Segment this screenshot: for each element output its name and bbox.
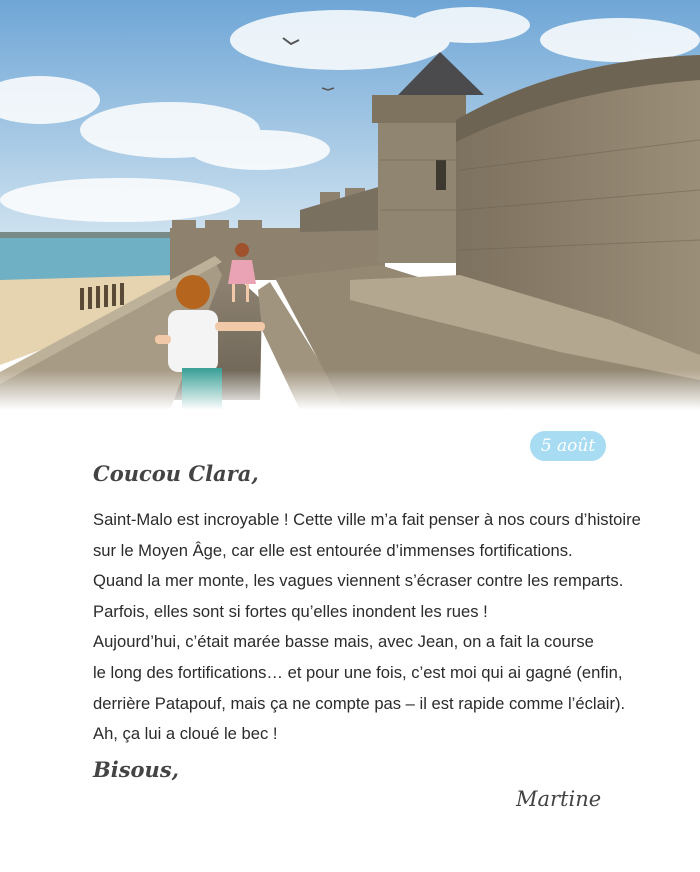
letter-line: Aujourd’hui, c’était marée basse mais, avec Jean, on a fait la course [93,632,594,652]
letter-closing: Bisous, [93,757,179,782]
letter-line: Saint-Malo est incroyable ! Cette ville m’a fait penser à nos cours d’histoire [93,510,641,529]
letter-line: Parfois, elles sont si fortes qu’elles inondent les rues ! [93,601,488,621]
letter-line: Quand la mer monte, les vagues viennent s’écraser contre les remparts. [93,571,624,591]
letter-greeting: Coucou Clara, [93,461,259,486]
hero-illustration [0,0,700,410]
letter-line: Ah, ça lui a cloué le bec ! [93,724,278,744]
letter-line: derrière Patapouf, mais ça ne compte pas – il est rapide comme l’éclair). [93,693,626,713]
sea [0,238,175,280]
letter-body [93,505,653,750]
saint-malo-ramparts-scene [0,0,700,410]
letter-line: sur le Moyen Âge, car elle est entourée d’immenses fortifications. [93,540,573,560]
distant-coast [0,232,175,238]
date-badge: 5 août [530,431,606,461]
letter-line: le long des fortifications… et pour une fois, c’est moi qui ai gagné (enfin, [93,662,623,682]
image-fade [0,370,700,410]
letter-signature: Martine [516,787,602,811]
